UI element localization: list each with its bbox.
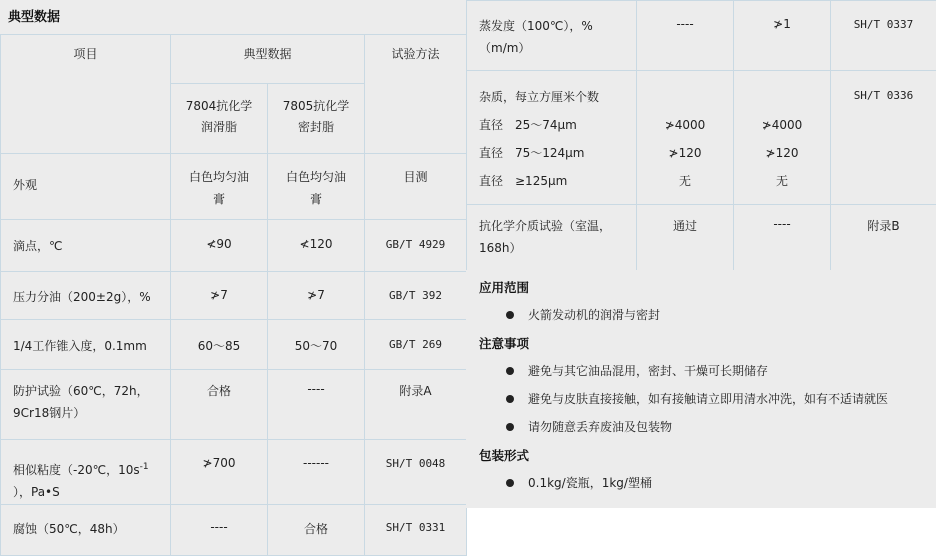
row-value-7805: ≯7 [268,272,365,320]
table-row [1,320,467,370]
section-title [0,0,466,34]
table-row [467,71,936,205]
packaging-heading: 包装形式 [479,446,529,464]
row-method: 附录B [831,205,936,271]
notes-heading: 注意事项 [479,334,529,352]
row-item: 1/4工作锥入度，0.1mm [1,320,171,370]
application-heading: 应用范围 [479,278,529,296]
table-row [1,272,467,320]
row-value-7805: ------ [268,440,365,505]
row-method: SH/T 0336 [831,71,936,205]
row-item: 腐蚀（50℃，48h） [1,505,171,556]
info-panel [466,270,936,508]
row-item: 压力分油（200±2g），% [1,272,171,320]
row-item: 蒸发度（100℃），% （m/m） [467,1,637,71]
table-row [467,1,936,71]
row-value-7804: ≮90 [171,220,268,272]
row-method: SH/T 0331 [365,505,467,556]
row-value-7805: ≮120 [268,220,365,272]
row-item: 杂质，每立方厘米个数 直径 25～74μm 直径 75～124μm 直径 ≥125μm [467,71,637,205]
bullet-icon [506,479,514,487]
row-value-7805: 白色均匀油 膏 [268,154,365,220]
row-value-7805: ≯4000 ≯120 无 [734,71,831,205]
row-value-7805: ---- [734,205,831,271]
table-row [1,154,467,220]
row-value-7805: 合格 [268,505,365,556]
bullet-icon [506,423,514,431]
row-value-7804: 通过 [637,205,734,271]
table-row [1,440,467,505]
row-value-7804: 合格 [171,370,268,440]
row-value-7805: ≯1 [734,1,831,71]
row-value-7804: ≯7 [171,272,268,320]
list-item: 避免与其它油品混用，密封、干燥可长期储存 [506,362,768,379]
row-value-7804: ---- [637,1,734,71]
bullet-icon [506,311,514,319]
table-row [467,205,936,271]
header-col-7805: 7805抗化学 密封脂 [268,84,365,154]
right-data-table [466,0,936,271]
row-method: GB/T 269 [365,320,467,370]
row-item: 抗化学介质试验（室温， 168h） [467,205,637,271]
list-item: 0.1kg/瓷瓶，1kg/塑桶 [506,474,652,491]
left-data-table [0,34,467,556]
bullet-icon [506,395,514,403]
header-typical: 典型数据 [171,35,365,84]
row-value-7804: 白色均匀油 膏 [171,154,268,220]
header-item: 项目 [1,35,171,154]
row-method: 附录A [365,370,467,440]
list-item: 避免与皮肤直接接触，如有接触请立即用清水冲洗，如有不适请就医 [506,390,888,407]
row-method: SH/T 0048 [365,440,467,505]
bullet-icon [506,367,514,375]
row-item: 滴点，℃ [1,220,171,272]
row-value-7804: 60～85 [171,320,268,370]
table-row [1,220,467,272]
row-value-7804: ≯700 [171,440,268,505]
table-row [1,505,467,556]
table-row [1,370,467,440]
header-col-7804: 7804抗化学 润滑脂 [171,84,268,154]
list-item: 请勿随意丢弃废油及包装物 [506,418,672,435]
row-value-7804: ≯4000 ≯120 无 [637,71,734,205]
row-method: GB/T 392 [365,272,467,320]
row-item: 相似粘度（-20℃，$10s^{-1}$ ），Pa•S [1,440,171,505]
row-method: GB/T 4929 [365,220,467,272]
header-method: 试验方法 [365,35,467,154]
list-item: 火箭发动机的润滑与密封 [506,306,660,323]
row-method: SH/T 0337 [831,1,936,71]
row-value-7805: ---- [268,370,365,440]
section-title-text: 典型数据 [8,6,60,25]
row-item: 防护试验（60℃，72h， 9Cr18钢片） [1,370,171,440]
row-item: 外观 [1,154,171,220]
row-value-7804: ---- [171,505,268,556]
row-method: 目测 [365,154,467,220]
row-value-7805: 50～70 [268,320,365,370]
